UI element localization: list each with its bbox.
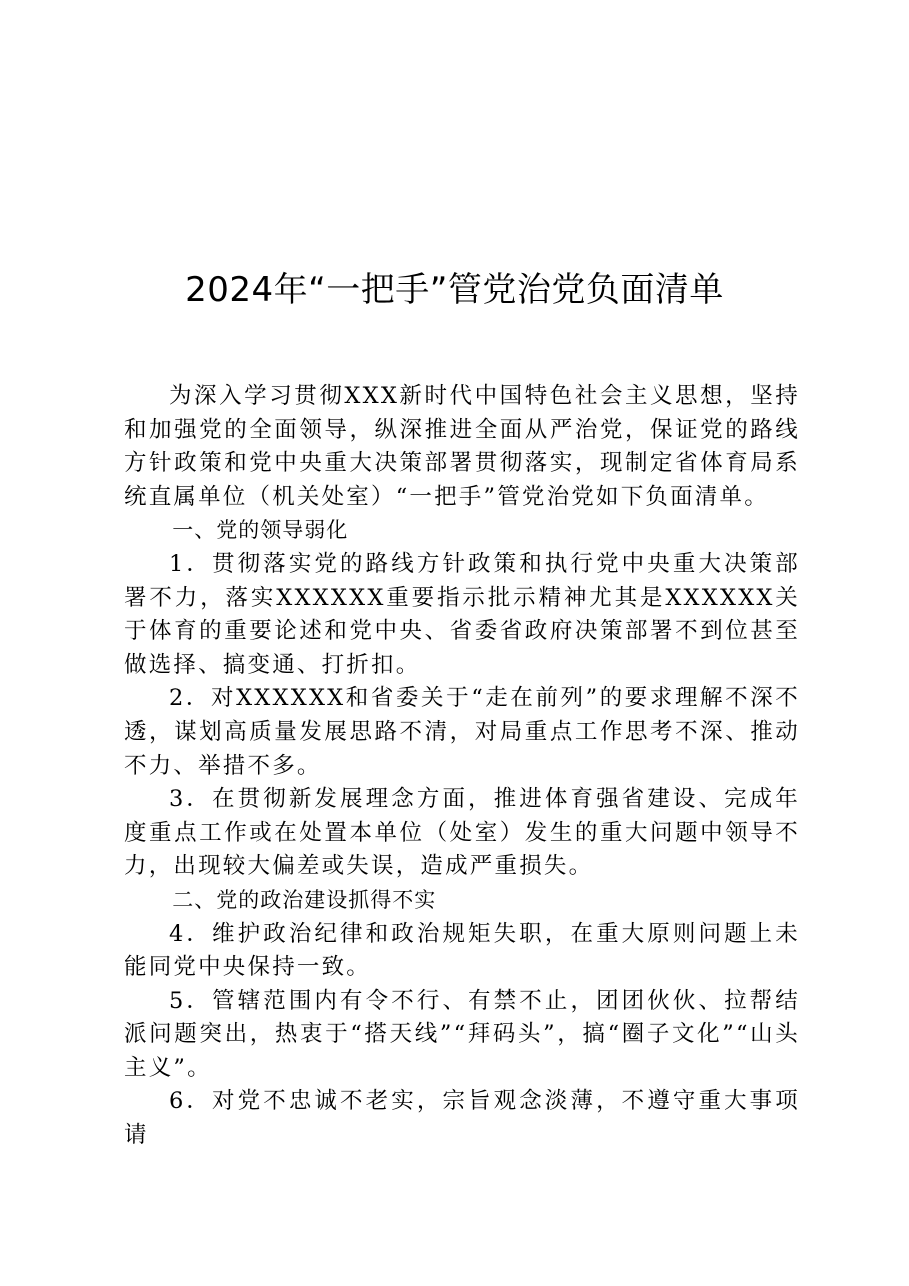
list-item-6: 6．对党不忠诚不老实，宗旨观念淡薄，不遵守重大事项请 [124, 1088, 800, 1149]
section-heading-2: 二、党的政治建设抓得不实 [172, 887, 437, 912]
section-heading-1: 一、党的领导弱化 [172, 518, 349, 543]
document-body [124, 380, 800, 1153]
document-title: 2024年“一把手”管党治党负面清单 [185, 270, 724, 310]
list-item-4: 4．维护政治纪律和政治规矩失职，在重大原则问题上未能同党中央保持一致。 [124, 920, 800, 981]
list-item-1: 1．贯彻落实党的路线方针政策和执行党中央重大决策部署不力，落实XXXXXX重要指示批示精神尤其是XXXXXX关于体育的重要论述和党中央、省委省政府决策部署不到位甚至做选择、搞变通、打折扣。 [124, 550, 800, 678]
list-item-3: 3．在贯彻新发展理念方面，推进体育强省建设、完成年度重点工作或在处置本单位（处室）发生的重大问题中领导不力，出现较大偏差或失误，造成严重损失。 [124, 786, 800, 880]
list-item-5: 5．管辖范围内有令不行、有禁不止，团团伙伙、拉帮结派问题突出，热衷于“搭天线”“拜码头”，搞“圈子文化”“山头主义”。 [124, 987, 800, 1081]
list-item-2: 2．对XXXXXX和省委关于“走在前列”的要求理解不深不透，谋划高质量发展思路不清，对局重点工作思考不深、推动不力、举措不多。 [124, 685, 800, 779]
intro-paragraph: 为深入学习贯彻XXX新时代中国特色社会主义思想，坚持和加强党的全面领导，纵深推进全面从严治党，保证党的路线方针政策和党中央重大决策部署贯彻落实，现制定省体育局系统直属单位（机关处室）“一把手”管党治党如下负面清单。 [124, 383, 800, 510]
